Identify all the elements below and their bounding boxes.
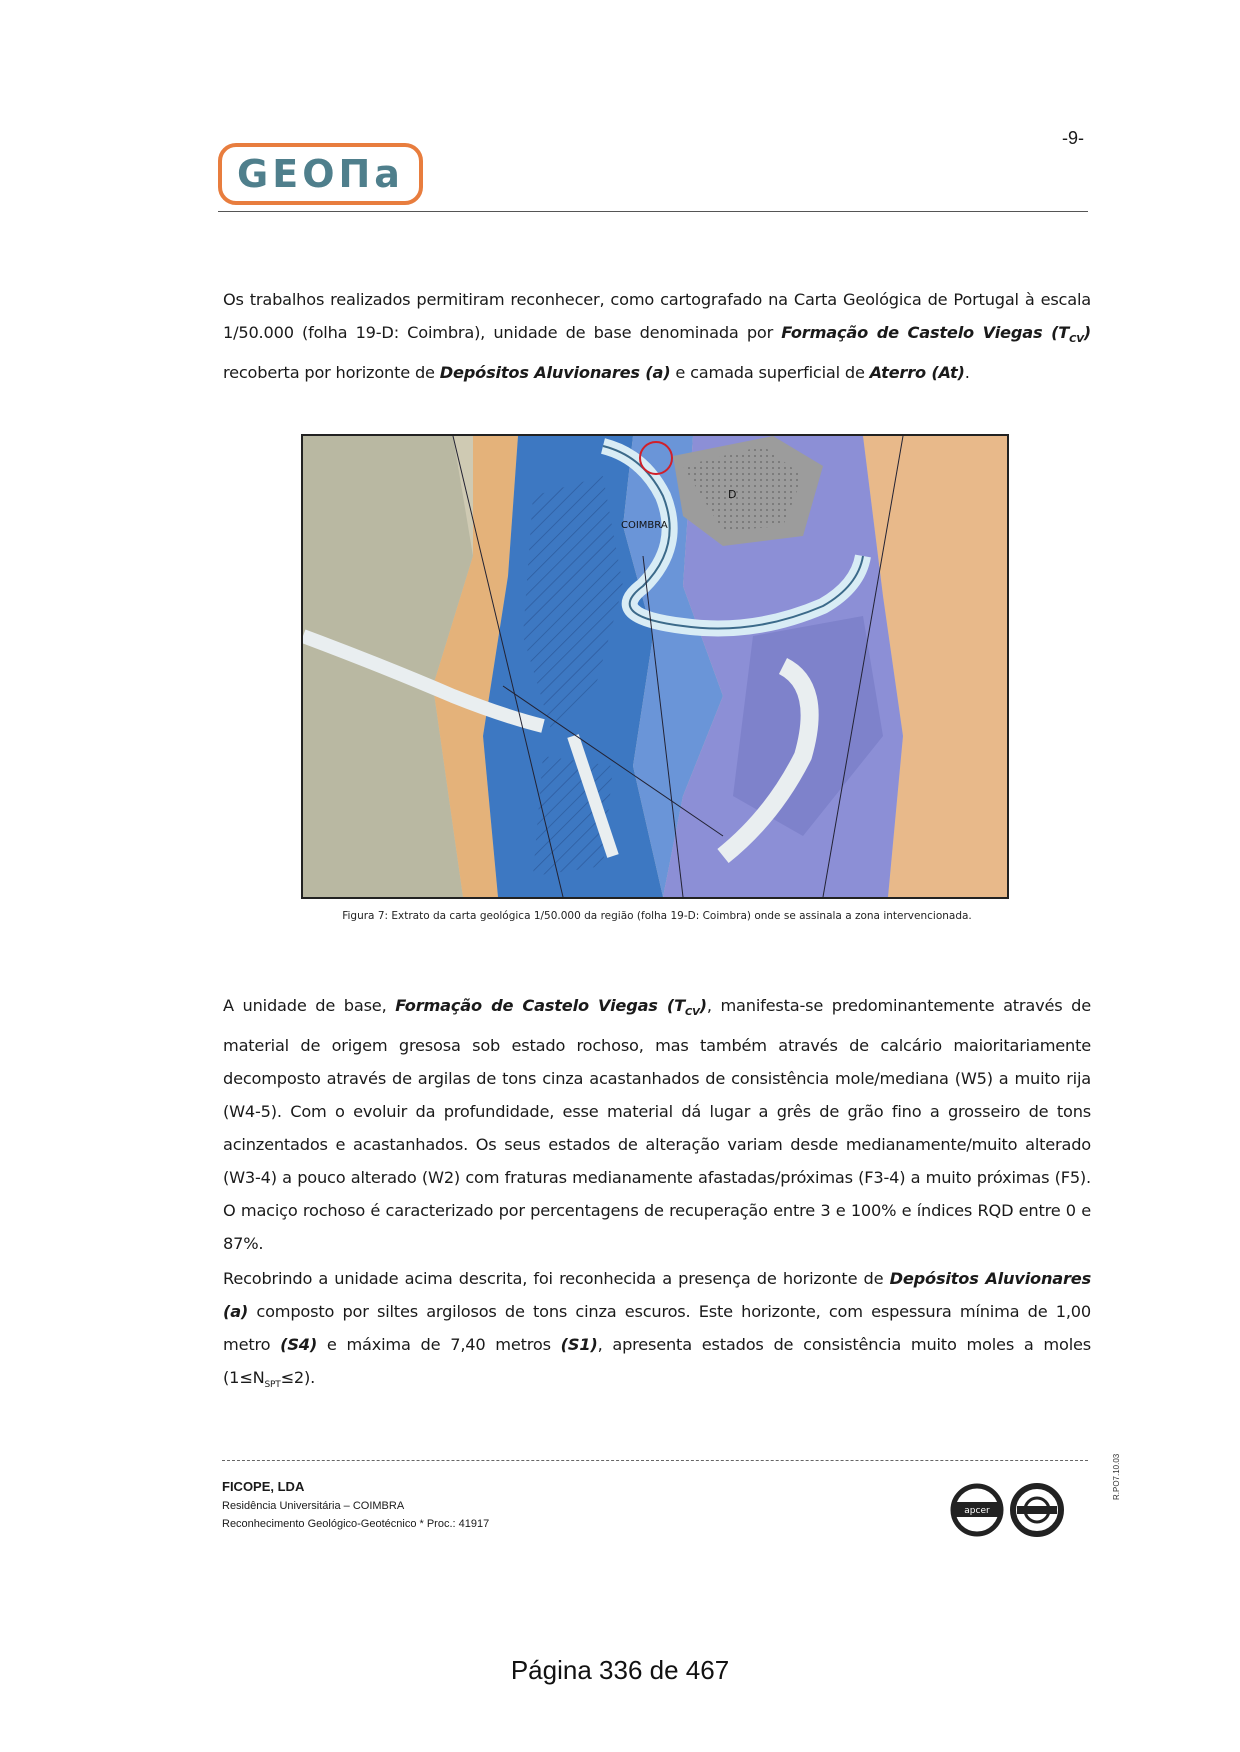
footer-address: Residência Universitária – COIMBRA xyxy=(222,1500,405,1512)
geological-map-drawing xyxy=(303,436,1007,897)
header-divider xyxy=(218,211,1088,212)
paragraph-geology-intro: Os trabalhos realizados permitiram reconhecer, como cartografado na Carta Geológica de Portugal à escala 1/50.000 (folha 19-D: Coimbra), unidade de base denominada por Formação de Castelo Viegas $(T_{CV})$ recoberta por horizonte de Depósitos Aluvionares (a) e camada superficial de Aterro (At). xyxy=(223,290,1091,383)
apcer-logo xyxy=(953,1486,1001,1534)
svg-text:apcer: apcer xyxy=(964,1506,990,1516)
certification-logos xyxy=(945,1480,1075,1540)
footer-project: Reconhecimento Geológico-Geotécnico * Proc.: 41917 xyxy=(222,1518,490,1530)
map-label-coimbra: COIMBRA xyxy=(621,520,668,531)
text-segment: Os trabalhos realizados permitiram reconhecer, como cartografado na Carta Geológica de Portugal à escala 1/50.000 (folha 19-D: Coimbra), unidade de base denominada por xyxy=(223,290,1091,342)
document-code: R.PO7.10.03 xyxy=(1112,1453,1121,1500)
formation-name: Formação de Castelo Viegas $(T_{CV})$ xyxy=(395,996,707,1019)
borehole-s1: (S1) xyxy=(560,1335,598,1354)
footer-divider xyxy=(222,1460,1088,1461)
paragraph-alluvial: Recobrindo a unidade acima descrita, foi reconhecida a presença de horizonte de Depósitos Aluvionares (a) composto por siltes argilosos de tons cinza escuros. Este horizonte, com espessura mínima de 1,00 metro (S4) e máxima de 7,40 metros (S1), apresenta estados de consistência muito moles a moles $(1\le N_{SPT}\le 2)$. xyxy=(223,1269,1092,1391)
text-segment: recoberta por horizonte de xyxy=(223,363,440,383)
figure-caption: Figura 7: Extrato da carta geológica 1/50.000 da região (folha 19-D: Coimbra) onde se assinala a zona intervencionada. xyxy=(342,910,972,922)
deposits-name: Depósitos Aluvionares (a) xyxy=(439,363,671,383)
formation-name: Formação de Castelo Viegas $(T_{CV})$ xyxy=(781,323,1091,346)
map-label-d: D xyxy=(728,488,737,501)
text-segment: e camada superficial de xyxy=(670,363,870,383)
geona-logo xyxy=(218,143,423,205)
fill-name: Aterro (At) xyxy=(869,363,965,383)
paragraph-base-unit: A unidade de base, Formação de Castelo Viegas $(T_{CV})$, manifesta-se predominantemente através de material de origem gresosa sob estado rochoso, mas também através de calcário maioritariamente decomposto através de argilas de tons cinza acastanhados de consistência mole/mediana (W5) a muito rija (W4-5). Com o evoluir da profundidade, esse material dá lugar a grês de grão fino a grosseiro de tons acinzentados e acastanhados. Os seus estados de alteração variam desde medianamente/muito alterado (W3-4) a pouco alterado (W2) com fraturas medianamente afastadas/próximas (F3-4) a muito próximas (F5). O maciço rochoso é caracterizado por percentagens de recuperação entre 3 e 100% e índices RQD entre 0 e 87%. xyxy=(223,996,1091,1254)
page-indicator: Página 336 de 467 xyxy=(510,1655,730,1685)
geological-map-image xyxy=(301,434,1009,899)
iqnet-logo xyxy=(1013,1486,1061,1534)
borehole-s4: (S4) xyxy=(280,1335,318,1354)
page-number: -9- xyxy=(1062,128,1084,148)
logo-text: GEOΠa xyxy=(237,152,404,196)
footer-company: FICOPE, LDA xyxy=(222,1479,305,1494)
deposits-name: Depósitos Aluvionares (a) xyxy=(223,1269,1092,1321)
